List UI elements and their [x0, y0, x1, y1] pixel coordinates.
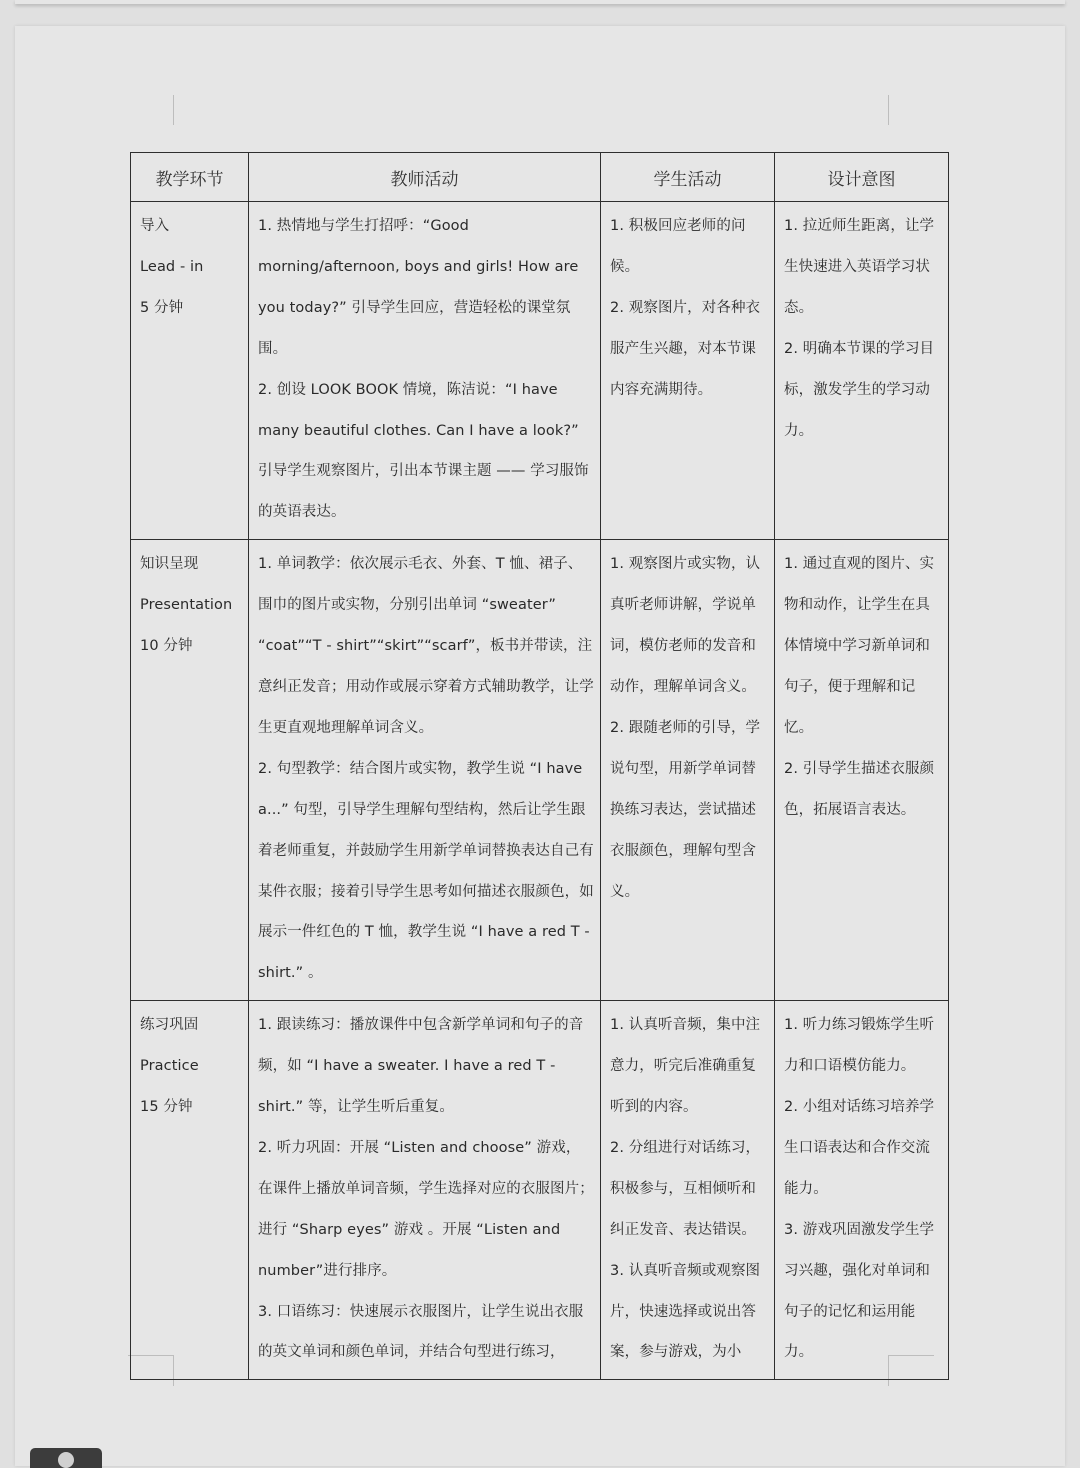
stage-english: Presentation: [140, 597, 233, 614]
previous-page-edge: [15, 0, 1065, 4]
design-intent-cell: [775, 1001, 949, 1380]
teacher-activity-cell: [249, 540, 601, 1001]
stage-duration: 10 分钟: [140, 638, 193, 655]
stage-name: 知识呈现: [140, 556, 199, 573]
table-row: [131, 202, 949, 540]
stage-name: 导入: [140, 218, 170, 234]
stage-cell: [131, 202, 249, 540]
student-activity-text: 1. 认真听音频，集中注意力，听完后准确重复听到的内容。 2. 分组进行对话练习，积极参与，互相倾听和纠正发音、表达错误。 3. 认真听音频或观察图片，快速选择或说出答案，参与游戏，为小: [610, 1017, 761, 1361]
margin-mark-top-left: [143, 95, 174, 125]
design-intent-text: 1. 通过直观的图片、实物和动作，让学生在具体情境中学习新单词和句子，便于理解和记忆。 2. 引导学生描述衣服颜色，拓展语言表达。: [784, 556, 935, 818]
table-header-row: [131, 153, 949, 202]
table-row: [131, 1001, 949, 1380]
teacher-activity-cell: [249, 202, 601, 540]
design-intent-cell: [775, 540, 949, 1001]
stage-cell: [131, 540, 249, 1001]
floating-toolbar-tab[interactable]: [30, 1448, 102, 1468]
table-row: [131, 540, 949, 1001]
stage-duration: 5 分钟: [140, 299, 184, 316]
stage-cell: [131, 1001, 249, 1380]
design-intent-text: 1. 拉近师生距离，让学生快速进入英语学习状态。 2. 明确本节课的学习目标，激发学生的学习动力。: [784, 218, 935, 439]
toolbar-circle-icon: [58, 1452, 74, 1468]
student-activity-cell: [601, 202, 775, 540]
margin-mark-top-right: [888, 95, 919, 125]
teacher-activity-text: 1. 跟读练习：播放课件中包含新学单词和句子的音频，如 “I have a sweater. I have a red T - shirt.” 等，让学生听后重复。 2. 听力巩固：开展 “Listen and choose” 游戏，在课件上播放单词音频，学生选择对应的衣服图片；进行 “Sharp eyes” 游戏 。开展 “Listen and number”进行排序。 3. 口语练习：快速展示衣服图片，让学生说出衣服的英文单词和颜色单词，并结合句型进行练习，: [258, 1017, 594, 1361]
lesson-plan-table: [130, 152, 949, 1380]
stage-name: 练习巩固: [140, 1017, 199, 1034]
header-student-activity: 学生活动: [601, 153, 775, 202]
header-teacher-activity: 教师活动: [249, 153, 601, 202]
teacher-activity-text: 1. 热情地与学生打招呼：“Good morning/afternoon, boys and girls! How are you today?” 引导学生回应，营造轻松的课堂氛围。 2. 创设 LOOK BOOK 情境，陈洁说：“I have many beautiful clothes. Can I have a look?” 引导学生观察图片，引出本节课主题 —— 学习服饰的英语表达。: [258, 218, 589, 521]
stage-english: Practice: [140, 1058, 199, 1075]
design-intent-text: 1. 听力练习锻炼学生听力和口语模仿能力。 2. 小组对话练习培养学生口语表达和合作交流能力。 3. 游戏巩固激发学生学习兴趣，强化对单词和句子的记忆和运用能力。: [784, 1017, 935, 1361]
header-design-intent: 设计意图: [775, 153, 949, 202]
stage-english: Lead - in: [140, 258, 204, 275]
stage-duration: 15 分钟: [140, 1099, 193, 1116]
student-activity-text: 1. 积极回应老师的问候。 2. 观察图片，对各种衣服产生兴趣，对本节课内容充满期待。: [610, 218, 761, 398]
student-activity-cell: [601, 1001, 775, 1380]
header-stage: 教学环节: [131, 153, 249, 202]
student-activity-cell: [601, 540, 775, 1001]
teacher-activity-text: 1. 单词教学：依次展示毛衣、外套、T 恤、裙子、围巾的图片或实物，分别引出单词 “sweater” “coat”“T - shirt”“skirt”“scarf”，板书并带读，注意纠正发音；用动作或展示穿着方式辅助教学，让学生更直观地理解单词含义。 2. 句型教学：结合图片或实物，教学生说 “I have a...” 句型，引导学生理解句型结构，然后让学生跟着老师重复，并鼓励学生用新学单词替换表达自己有某件衣服；接着引导学生思考如何描述衣服颜色，如展示一件红色的 T 恤，教学生说 “I have a red T - shirt.” 。: [258, 556, 594, 982]
teacher-activity-cell: [249, 1001, 601, 1380]
design-intent-cell: [775, 202, 949, 540]
student-activity-text: 1. 观察图片或实物，认真听老师讲解，学说单词，模仿老师的发音和动作，理解单词含义。 2. 跟随老师的引导，学说句型，用新学单词替换练习表达，尝试描述衣服颜色，理解句型含义。: [610, 556, 761, 900]
